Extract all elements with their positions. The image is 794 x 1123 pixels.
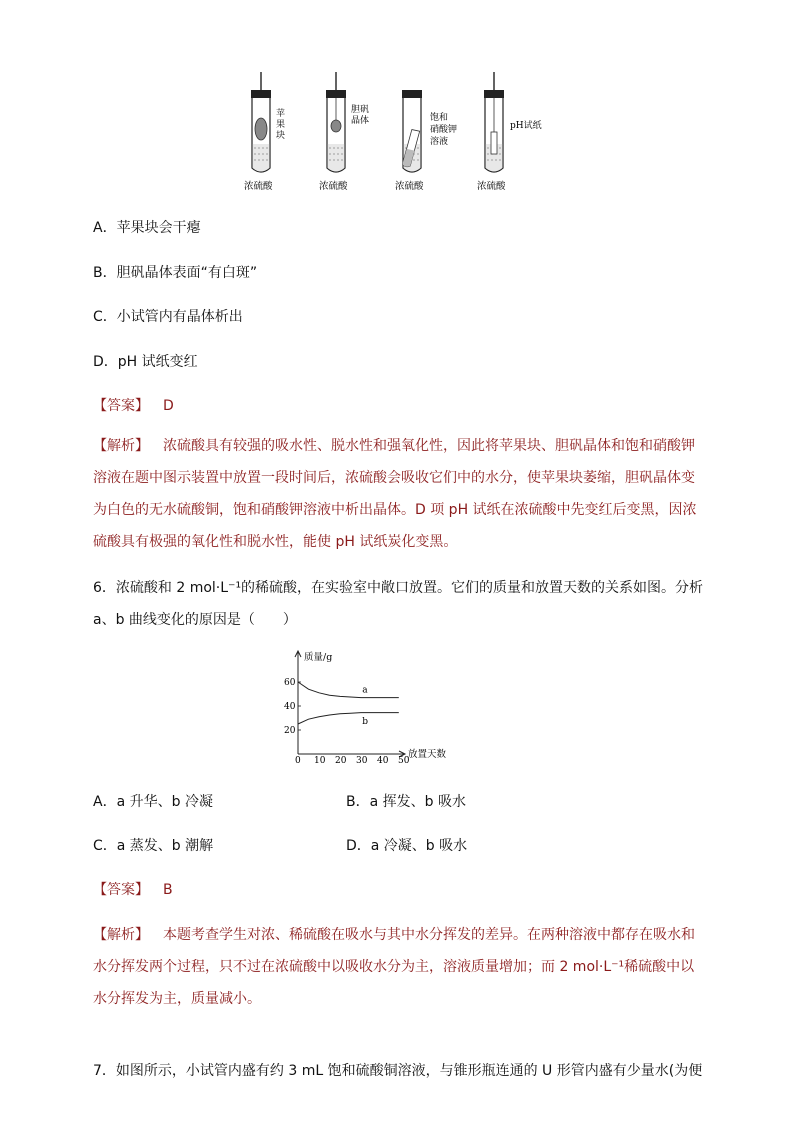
q6-stem: 6．浓硫酸和 2 mol·L⁻¹的稀硫酸，在实验室中敞口放置。它们的质量和放置天数的关系如图。分析 a、b 曲线变化的原因是（ ） [93, 580, 704, 628]
tube2-bottom-label: 浓硫酸 [319, 181, 348, 192]
tube1-bottom-label: 浓硫酸 [244, 181, 273, 192]
series-label-b: b [362, 716, 368, 727]
x-tick-label: 30 [356, 756, 368, 764]
chart-axes [295, 651, 405, 757]
q5-analysis [93, 430, 701, 558]
tube3-label-2: 硝酸钾 [430, 125, 458, 135]
answer-value: B [163, 882, 173, 898]
q5-option-c [93, 308, 243, 326]
x-tick-label: 50 [398, 756, 410, 764]
x-tick-label: 10 [314, 756, 326, 764]
y-tick-label: 60 [284, 678, 296, 688]
series-label-a: a [362, 685, 368, 696]
tube4-bottom-label: 浓硫酸 [477, 181, 506, 192]
option-key: D． [93, 354, 118, 370]
q5-option-a [93, 219, 201, 237]
option-text: a 挥发、b 吸水 [369, 794, 466, 810]
q6-option-b [346, 793, 466, 811]
tube1-label-1: 苹 [276, 109, 286, 119]
q6-analysis [93, 919, 701, 1015]
q6-answer [93, 881, 173, 899]
tube3-label-1: 饱和 [430, 113, 449, 123]
option-text: a 升华、b 冷凝 [116, 794, 213, 810]
x-tick-label: 0 [295, 756, 301, 764]
option-key: B． [346, 794, 370, 810]
tube4-label: pH试纸 [510, 121, 542, 131]
answer-value: D [163, 398, 174, 414]
analysis-label: 【解析】 [93, 438, 149, 454]
option-key: A． [93, 220, 117, 236]
analysis-label: 【解析】 [93, 927, 149, 943]
analysis-text: 本题考查学生对浓、稀硫酸在吸水与其中水分挥发的差异。在两种溶液中都存在吸水和水分挥发两个过程，只不过在浓硫酸中以吸收水分为主，溶液质量增加；而 2 mol·L⁻¹稀硫酸中以水分挥发为主，质量减小。 [93, 927, 695, 1007]
answer-label: 【答案】 [93, 882, 149, 898]
option-key: C． [93, 838, 117, 854]
q5-option-d [93, 353, 198, 371]
tube1-label-2: 果 [276, 120, 286, 130]
mass-vs-days-chart [268, 648, 458, 764]
analysis-text: 浓硫酸具有较强的吸水性、脱水性和强氧化性，因此将苹果块、胆矾晶体和饱和硝酸钾溶液在题中图示装置中放置一段时间后，浓硫酸会吸收它们中的水分，使苹果块萎缩，胆矾晶体变为白色的无水硫酸铜，饱和硝酸钾溶液中析出晶体。D 项 pH 试纸在浓硫酸中先变红后变黑，因浓硫酸具有极强的氧化性和脱水性，能使 pH 试纸炭化变黑。 [93, 438, 697, 550]
x-tick-label: 20 [335, 756, 347, 764]
chart-series [298, 682, 399, 727]
option-key: A． [93, 794, 117, 810]
series-line-b [298, 713, 399, 724]
q6-option-d [346, 837, 467, 855]
y-axis-label: 质量/g [304, 652, 333, 663]
option-text: a 冷凝、b 吸水 [370, 838, 468, 854]
option-key: C． [93, 309, 117, 325]
x-axis-label: 放置天数 [408, 749, 447, 760]
y-tick-label: 40 [284, 702, 296, 712]
q6-option-c [93, 837, 213, 855]
test-tubes-figure [240, 72, 560, 194]
tube2-label-1: 胆矾 [351, 105, 370, 115]
option-text: a 蒸发、b 潮解 [116, 838, 214, 854]
tube-kno3 [402, 90, 422, 172]
chart-ticks [284, 678, 410, 764]
option-key: B． [93, 265, 117, 281]
tube-apple [251, 72, 271, 172]
q6-option-a [93, 793, 213, 811]
option-text: 胆矾晶体表面“有白斑” [116, 265, 258, 281]
tube3-label-3: 溶液 [430, 137, 449, 147]
option-key: D． [346, 838, 371, 854]
q5-answer [93, 397, 174, 415]
option-text: 小试管内有晶体析出 [116, 309, 243, 325]
option-text: pH 试纸变红 [117, 354, 198, 370]
option-text: 苹果块会干瘪 [116, 220, 201, 236]
q7-stem: 7．如图所示，小试管内盛有约 3 mL 饱和硫酸铜溶液，与锥形瓶连通的 U 形管内盛有少量水(为便 [93, 1063, 703, 1079]
tube2-label-2: 晶体 [351, 116, 370, 126]
q5-option-b [93, 264, 257, 282]
y-tick-label: 20 [284, 726, 296, 736]
answer-label: 【答案】 [93, 398, 149, 414]
x-tick-label: 40 [377, 756, 389, 764]
tube-blue-vitriol [326, 72, 346, 172]
tube1-label-3: 块 [276, 131, 286, 141]
tube3-bottom-label: 浓硫酸 [395, 181, 424, 192]
tube-ph-paper [484, 72, 504, 172]
series-line-a [298, 682, 399, 698]
